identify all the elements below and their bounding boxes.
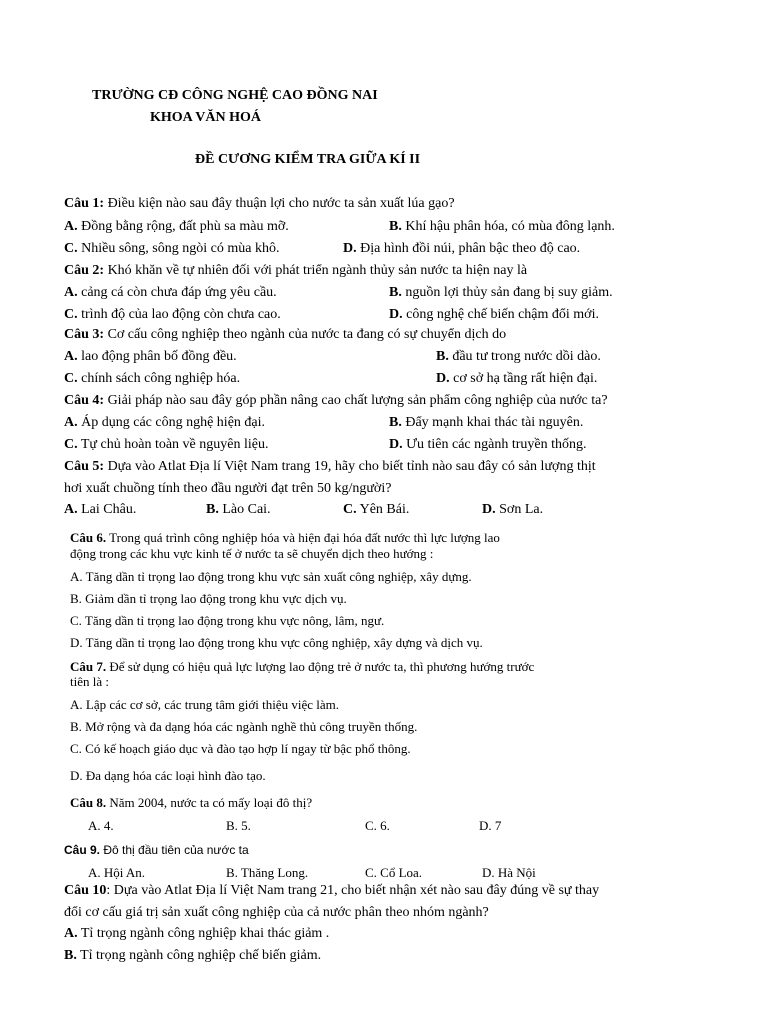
option-letter: D.: [70, 635, 83, 650]
option-text: Sơn La.: [495, 502, 544, 517]
option[interactable]: [389, 284, 613, 302]
option[interactable]: [64, 218, 289, 236]
option-text: Tăng dần tỉ trọng lao động trong khu vực nông, lâm, ngư.: [81, 613, 385, 628]
option-letter: A.: [70, 569, 83, 584]
option[interactable]: [343, 501, 409, 519]
option-text: Mở rộng và đa dạng hóa các ngành nghề thủ công truyền thống.: [81, 719, 418, 734]
option-letter: B.: [389, 415, 402, 430]
option-letter: B.: [206, 502, 219, 517]
option[interactable]: [436, 348, 601, 366]
option-text: Tăng dần tỉ trọng lao động trong khu vực công nghiệp, xây dựng và dịch vụ.: [82, 635, 483, 650]
question-text: Để sử dụng có hiệu quả lực lượng lao động trẻ ở nước ta, thì phương hướng trước: [106, 659, 535, 674]
option-text: Cổ Loa.: [376, 865, 423, 880]
option-text: 6.: [376, 818, 390, 833]
question-text: Năm 2004, nước ta có mấy loại đô thị?: [106, 795, 313, 810]
option[interactable]: [88, 864, 145, 882]
option[interactable]: [365, 817, 390, 835]
option-letter: D.: [482, 865, 495, 880]
option-letter: B.: [64, 948, 77, 963]
option-letter: D.: [482, 502, 496, 517]
option[interactable]: [64, 306, 281, 324]
question-8: [70, 794, 312, 812]
question-5-continued: hơi xuất chuồng tính theo đầu người đạt trên 50 kg/người?: [64, 481, 392, 496]
option-letter: A.: [64, 285, 78, 300]
option[interactable]: [64, 240, 279, 258]
option[interactable]: [64, 370, 240, 388]
option-text: Tỉ trọng ngành công nghiệp chế biến giảm.: [76, 948, 322, 963]
option-letter: D.: [389, 307, 403, 322]
option-text: Áp dụng các công nghệ hiện đại.: [77, 415, 266, 430]
question-text: Giải pháp nào sau đây góp phần nâng cao chất lượng sản phẩm công nghiệp của nước ta?: [104, 393, 608, 408]
option[interactable]: [70, 696, 339, 714]
option-letter: A.: [64, 349, 78, 364]
option-text: trình độ của lao động còn chưa cao.: [77, 307, 281, 322]
option[interactable]: [479, 817, 501, 835]
option-text: Tự chủ hoàn toàn về nguyên liệu.: [77, 437, 269, 452]
option-text: cảng cá còn chưa đáp ứng yêu cầu.: [77, 285, 277, 300]
question-text: Đô thị đầu tiên của nước ta: [100, 843, 249, 857]
option-text: 5.: [237, 818, 251, 833]
question-label: Câu 4:: [64, 393, 105, 408]
option[interactable]: [64, 501, 136, 519]
option-letter: D.: [479, 818, 492, 833]
option-text: Yên Bái.: [356, 502, 410, 517]
question-text: Khó khăn về tự nhiên đối với phát triển ngành thủy sản nước ta hiện nay là: [104, 263, 528, 278]
option[interactable]: [64, 284, 277, 302]
option[interactable]: [226, 864, 308, 882]
option-letter: C.: [70, 613, 82, 628]
option-text: nguồn lợi thủy sản đang bị suy giảm.: [401, 285, 613, 300]
question-text: Điều kiện nào sau đây thuận lợi cho nước ta sản xuất lúa gạo?: [104, 196, 455, 211]
question-10: [64, 882, 599, 900]
question-label: Câu 10: [64, 883, 107, 898]
option-letter: B.: [226, 818, 238, 833]
question-7-continued: tiên là :: [70, 674, 109, 689]
option-text: lao động phân bố đồng đều.: [77, 349, 237, 364]
option[interactable]: [70, 718, 417, 736]
question-label: Câu 9.: [64, 843, 101, 857]
option-letter: A.: [70, 697, 83, 712]
option[interactable]: [70, 590, 347, 608]
option-letter: C.: [343, 502, 357, 517]
option[interactable]: [365, 864, 422, 882]
option-letter: A.: [88, 818, 101, 833]
option-text: Hà Nội: [494, 865, 536, 880]
school-name: TRƯỜNG CĐ CÔNG NGHỆ CAO ĐỒNG NAI: [92, 88, 378, 103]
document-title: ĐỀ CƯƠNG KIỂM TRA GIỮA KÍ II: [195, 152, 421, 167]
question-9: [64, 841, 249, 859]
question-label: Câu 2:: [64, 263, 105, 278]
option-text: Giảm dần tỉ trọng lao động trong khu vực dịch vụ.: [81, 591, 347, 606]
option[interactable]: [64, 947, 321, 965]
question-label: Câu 1:: [64, 196, 105, 211]
option-text: chính sách công nghiệp hóa.: [77, 371, 241, 386]
option-text: 7: [491, 818, 502, 833]
question-label: Câu 7.: [70, 659, 107, 674]
option[interactable]: [482, 864, 536, 882]
option-text: Có kế hoạch giáo dục và đào tạo hợp lí ngay từ bậc phổ thông.: [81, 741, 411, 756]
question-1: [64, 195, 455, 213]
option[interactable]: [64, 348, 237, 366]
option[interactable]: [64, 925, 329, 943]
option[interactable]: [70, 568, 472, 586]
option-letter: A.: [64, 415, 78, 430]
option[interactable]: [389, 414, 583, 432]
option[interactable]: [343, 240, 580, 258]
option[interactable]: [482, 501, 543, 519]
option-letter: A.: [64, 502, 78, 517]
option[interactable]: [64, 436, 268, 454]
option-letter: D.: [343, 241, 357, 256]
question-label: Câu 3:: [64, 327, 105, 342]
question-label: Câu 5:: [64, 459, 105, 474]
option-letter: C.: [70, 741, 82, 756]
question-2: [64, 262, 527, 280]
question-text: Cơ cấu công nghiệp theo ngành của nước ta đang có sự chuyển dịch do: [104, 327, 507, 342]
faculty-name: KHOA VĂN HOÁ: [150, 110, 261, 125]
option[interactable]: [389, 436, 587, 454]
option-letter: C.: [64, 371, 78, 386]
question-6-continued: động trong các khu vực kinh tế ở nước ta sẽ chuyển dịch theo hướng :: [70, 546, 434, 561]
question-label: Câu 6.: [70, 530, 107, 545]
option-letter: B.: [70, 719, 82, 734]
question-text: Trong quá trình công nghiệp hóa và hiện đại hóa đất nước thì lực lượng lao: [106, 530, 500, 545]
option-letter: D.: [436, 371, 450, 386]
option-letter: B.: [436, 349, 449, 364]
option-text: Nhiều sông, sông ngòi có mùa khô.: [77, 241, 280, 256]
option-text: Ưu tiên các ngành truyền thống.: [402, 437, 587, 452]
option-text: 4.: [100, 818, 114, 833]
option-text: Tỉ trọng ngành công nghiệp khai thác giảm .: [77, 926, 330, 941]
option-text: Hội An.: [100, 865, 146, 880]
option-text: Địa hình đồi núi, phân bậc theo độ cao.: [356, 241, 581, 256]
question-text: : Dựa vào Atlat Địa lí Việt Nam trang 21, cho biết nhận xét nào sau đây đúng về sự thay: [106, 883, 600, 898]
option[interactable]: [70, 612, 384, 630]
question-4: [64, 392, 608, 410]
option[interactable]: [64, 414, 265, 432]
option-text: Tăng dần tỉ trọng lao động trong khu vực sản xuất công nghiệp, xây dựng.: [82, 569, 472, 584]
question-3: [64, 326, 506, 344]
option-text: cơ sở hạ tầng rất hiện đại.: [449, 371, 598, 386]
option[interactable]: [206, 501, 271, 519]
option-text: Lập các cơ sở, các trung tâm giới thiệu việc làm.: [82, 697, 339, 712]
question-text: Dựa vào Atlat Địa lí Việt Nam trang 19, hãy cho biết tỉnh nào sau đây có sản lượng thịt: [104, 459, 596, 474]
option-letter: B.: [70, 591, 82, 606]
option-text: công nghệ chế biến chậm đổi mới.: [402, 307, 599, 322]
option-letter: C.: [365, 865, 377, 880]
option-text: Lào Cai.: [218, 502, 271, 517]
option-letter: C.: [64, 437, 78, 452]
question-10-continued: đổi cơ cấu giá trị sản xuất công nghiệp của cả nước phân theo nhóm ngành?: [64, 905, 489, 920]
option-text: Khí hậu phân hóa, có mùa đông lạnh.: [401, 219, 615, 234]
option[interactable]: [436, 370, 597, 388]
option-letter: B.: [226, 865, 238, 880]
option-text: Đồng bằng rộng, đất phù sa màu mỡ.: [77, 219, 289, 234]
option[interactable]: [70, 767, 266, 785]
option-letter: C.: [365, 818, 377, 833]
option-text: Thăng Long.: [237, 865, 309, 880]
option-text: Đa dạng hóa các loại hình đào tạo.: [82, 768, 266, 783]
option[interactable]: [389, 306, 599, 324]
option-text: Đẩy mạnh khai thác tài nguyên.: [401, 415, 584, 430]
option[interactable]: [389, 218, 615, 236]
option-letter: A.: [64, 926, 78, 941]
option-text: Lai Châu.: [77, 502, 137, 517]
option-letter: D.: [70, 768, 83, 783]
question-5: [64, 458, 596, 476]
option[interactable]: [70, 634, 483, 652]
option-letter: C.: [64, 241, 78, 256]
option[interactable]: [88, 817, 114, 835]
option-letter: A.: [88, 865, 101, 880]
option-letter: A.: [64, 219, 78, 234]
option-letter: D.: [389, 437, 403, 452]
option-letter: C.: [64, 307, 78, 322]
question-label: Câu 8.: [70, 795, 107, 810]
question-7: [70, 658, 534, 676]
option-letter: B.: [389, 285, 402, 300]
option[interactable]: [70, 740, 411, 758]
option-text: đầu tư trong nước dồi dào.: [448, 349, 601, 364]
option[interactable]: [226, 817, 251, 835]
option-letter: B.: [389, 219, 402, 234]
